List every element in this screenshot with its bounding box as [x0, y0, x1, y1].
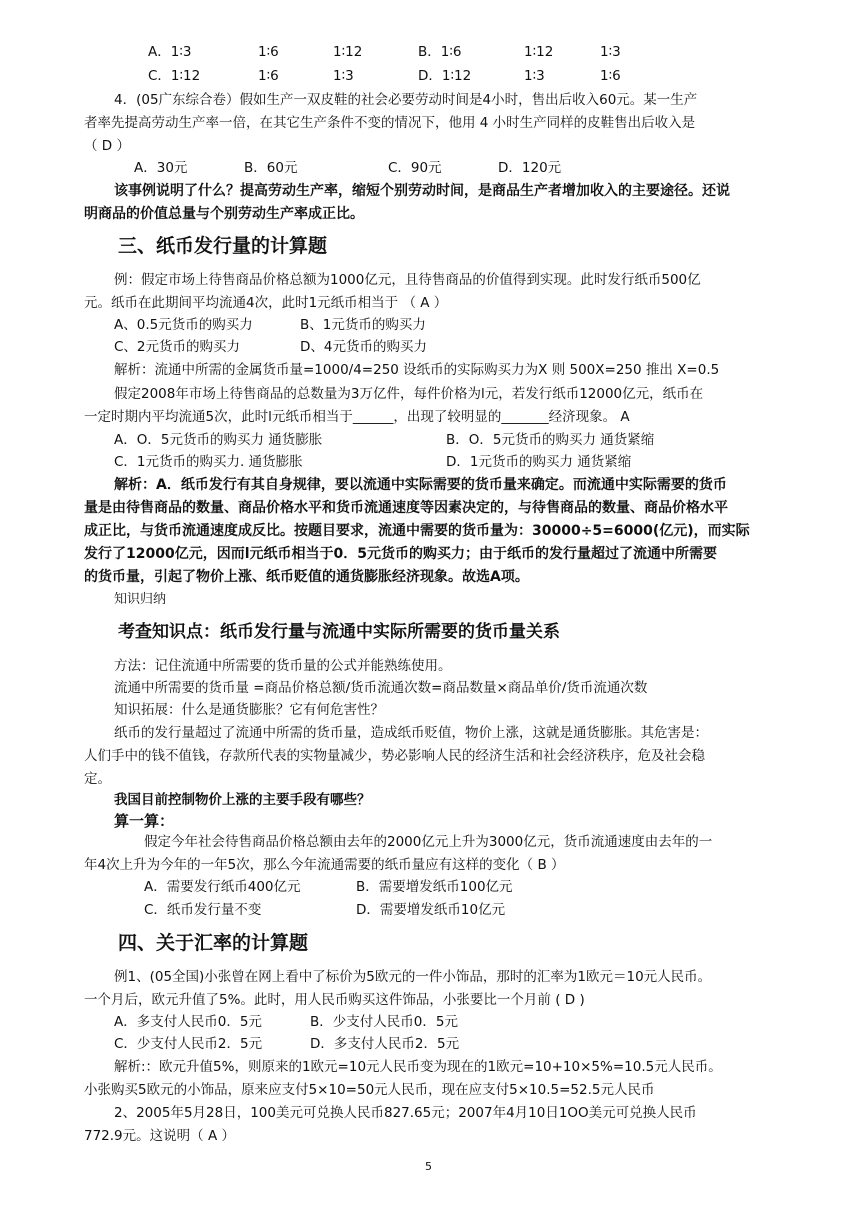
- option-d-ratio-3: 1∶6: [600, 68, 621, 84]
- option-a-ratio-3: 1∶12: [333, 44, 363, 60]
- kp-method: 方法：记住流通中所需要的货币量的公式并能熟练使用。: [114, 658, 452, 674]
- page-number: 5: [425, 1160, 432, 1173]
- sec4-example2-1: 2、2005年5月28日，100美元可兑换人民币827.65元；2007年4月10日1OO美元可兑换人民币: [114, 1105, 697, 1121]
- option-c-ratio-2: 1∶6: [258, 68, 279, 84]
- sec4-option-a: A．多支付人民币0．5元: [114, 1014, 262, 1030]
- option-b-ratio-1: B．1∶6: [418, 44, 462, 60]
- sec4-example-2: 一个月后，欧元升值了5%。此时，用人民币购买这件饰品，小张要比一个月前 ( D ): [84, 992, 585, 1008]
- option-c-ratio-1: C．1∶12: [148, 68, 201, 84]
- sec3-problem-1: 假定2008年市场上待售商品的总数量为3万亿件，每件价格为l元，若发行纸币12000亿元，纸币在: [114, 386, 704, 402]
- sec3-answer-2: 量是由待售商品的数量、商品价格水平和货币流通速度等因素决定的，与待售商品的数量、商品价格水平: [84, 500, 728, 516]
- option-c-ratio-3: 1∶3: [333, 68, 354, 84]
- q4-line-2: 者率先提高劳动生产率一倍，在其它生产条件不变的情况下，他用 4 小时生产同样的皮鞋售出后收入是: [84, 115, 696, 131]
- sec3-problem-option-b: B．O．5元货币的购买力 通货紧缩: [446, 432, 655, 448]
- sec3-answer-4: 发行了12000亿元，因而l元纸币相当于0．5元货币的购买力；由于纸币的发行量超过了流通中所需要: [84, 546, 717, 562]
- sec3-problem-option-d: D．1元货币的购买力 通货紧缩: [446, 454, 632, 470]
- key-point-heading: 考查知识点：纸币发行量与流通中实际所需要的货币量关系: [118, 622, 560, 642]
- q4-option-a: A．30元: [134, 160, 188, 176]
- section-4-heading: 四、关于汇率的计算题: [118, 932, 309, 954]
- calc-option-a: A．需要发行纸币400亿元: [144, 879, 301, 895]
- sec3-analysis: 解析：流通中所需的金属货币量=1000/4=250 设纸币的实际购买力为X 则 500X=250 推出 X=0.5: [114, 362, 720, 378]
- q4-option-d: D．120元: [498, 160, 562, 176]
- sec3-option-a: A、0.5元货币的购买力: [114, 317, 253, 333]
- sec4-analysis-1: 解析:：欧元升值5%，则原来的1欧元=10元人民币变为现在的1欧元=10+10×5%=10.5元人民币。: [114, 1059, 722, 1075]
- sec3-problem-2: 一定时期内平均流通5次，此时l元纸币相当于______，出现了较明显的_______经济现象。 A: [84, 409, 630, 425]
- q4-line-1: 4．(05广东综合卷）假如生产一双皮鞋的社会必要劳动时间是4小时，售出后收入60元。某一生产: [114, 92, 698, 108]
- sec4-example2-2: 772.9元。这说明（ A ）: [84, 1128, 235, 1144]
- option-a-ratio-1: A．1∶3: [148, 44, 192, 60]
- kp-inflation-2: 人们手中的钱不值钱，存款所代表的实物量减少，势必影响人民的经济生活和社会经济秩序，危及社会稳: [84, 748, 705, 764]
- sec4-option-c: C．少支付人民币2．5元: [114, 1036, 263, 1052]
- calc-option-d: D．需要增发纸币10亿元: [356, 902, 506, 918]
- sec3-option-b: B、1元货币的购买力: [300, 317, 426, 333]
- kp-inflation-3: 定。: [84, 771, 111, 787]
- q4-explain-1: 该事例说明了什么？提高劳动生产率，缩短个别劳动时间，是商品生产者增加收入的主要途径。还说: [114, 183, 730, 199]
- option-d-ratio-1: D．1∶12: [418, 68, 472, 84]
- kp-extension: 知识拓展：什么是通货膨胀？它有何危害性？: [114, 702, 384, 718]
- sec4-example-1: 例1、(05全国)小张曾在网上看中了标价为5欧元的一件小饰品，那时的汇率为1欧元＝10元人民币。: [114, 969, 712, 985]
- option-b-ratio-2: 1∶12: [524, 44, 554, 60]
- sec3-problem-option-a: A．O．5元货币的购买力 通货膨胀: [114, 432, 323, 448]
- calc-heading: 算一算：: [114, 812, 175, 830]
- q4-explain-2: 明商品的价值总量与个别劳动生产率成正比。: [84, 206, 364, 222]
- sec4-analysis-2: 小张购买5欧元的小饰品，原来应支付5×10=50元人民币，现在应支付5×10.5=52.5元人民币: [84, 1082, 655, 1098]
- sec4-option-d: D．多支付人民币2．5元: [310, 1036, 460, 1052]
- option-a-ratio-2: 1∶6: [258, 44, 279, 60]
- sec3-option-d: D、4元货币的购买力: [300, 339, 427, 355]
- kp-formula: 流通中所需要的货币量 =商品价格总额/货币流通次数=商品数量×商品单价/货币流通次数: [114, 680, 648, 696]
- calc-line-1: 假定今年社会待售商品价格总额由去年的2000亿元上升为3000亿元，货币流通速度由去年的一: [144, 834, 713, 850]
- kp-inflation-1: 纸币的发行量超过了流通中所需的货币量，造成纸币贬值，物价上涨，这就是通货膨胀。其危害是：: [114, 725, 708, 741]
- kp-question: 我国目前控制物价上涨的主要手段有哪些？: [114, 792, 371, 808]
- sec3-option-c: C、2元货币的购买力: [114, 339, 241, 355]
- knowledge-summary-label: 知识归纳: [114, 592, 167, 607]
- sec3-answer-1: 解析：A．纸币发行有其自身规律，要以流通中实际需要的货币量来确定。而流通中实际需要的货币: [114, 477, 727, 493]
- option-b-ratio-3: 1∶3: [600, 44, 621, 60]
- sec3-answer-3: 成正比，与货币流通速度成反比。按题目要求，流通中需要的货币量为：30000÷5=6000(亿元)，而实际: [84, 523, 750, 539]
- calc-option-b: B．需要增发纸币100亿元: [356, 879, 513, 895]
- sec3-answer-5: 的货币量，引起了物价上涨、纸币贬值的通货膨胀经济现象。故选A项。: [84, 569, 529, 585]
- q4-option-b: B．60元: [244, 160, 298, 176]
- sec3-example-1: 例：假定市场上待售商品价格总额为1000亿元，且待售商品的价值得到实现。此时发行纸币500亿: [114, 272, 701, 288]
- calc-option-c: C．纸币发行量不变: [144, 902, 262, 918]
- option-d-ratio-2: 1∶3: [524, 68, 545, 84]
- calc-line-2: 年4次上升为今年的一年5次，那么今年流通需要的纸币量应有这样的变化（ B ）: [84, 857, 565, 873]
- section-3-heading: 三、纸币发行量的计算题: [118, 235, 328, 257]
- q4-option-c: C．90元: [388, 160, 442, 176]
- sec3-problem-option-c: C．1元货币的购买力. 通货膨胀: [114, 454, 303, 470]
- sec3-example-2: 元。纸币在此期间平均流通4次，此时1元纸币相当于 （ A ）: [84, 295, 448, 311]
- sec4-option-b: B．少支付人民币0．5元: [310, 1014, 458, 1030]
- q4-answer: （ D ）: [84, 138, 130, 154]
